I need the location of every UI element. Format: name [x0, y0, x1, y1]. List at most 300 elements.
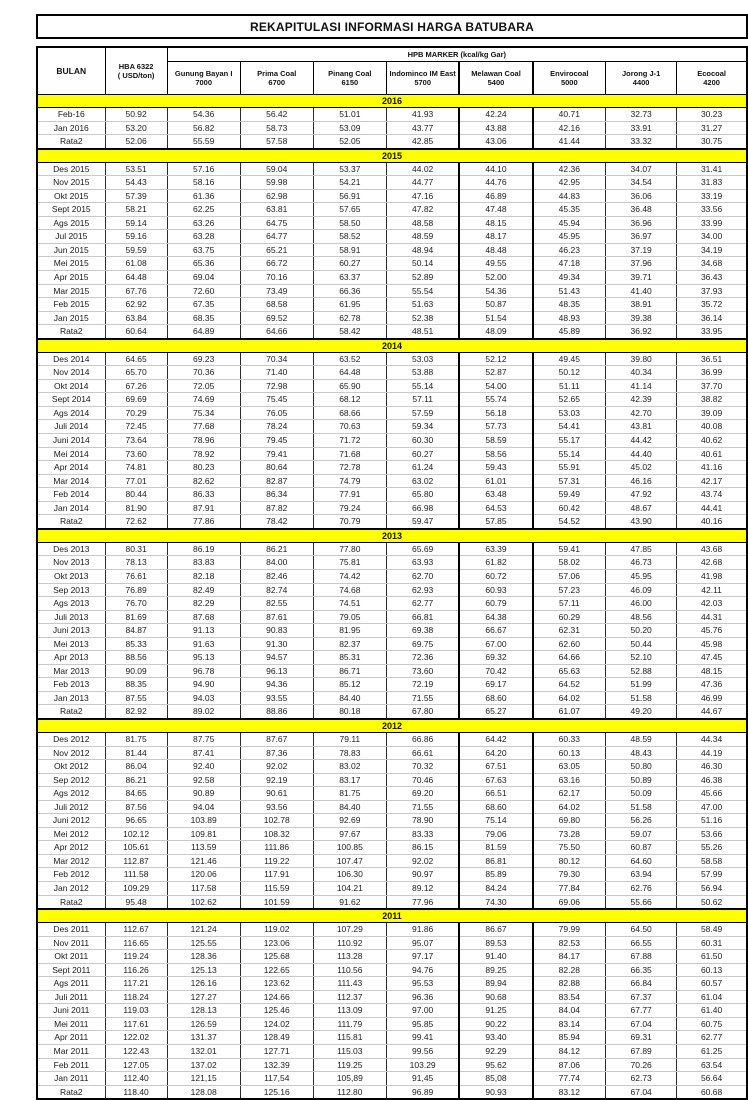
value-cell: 42.24 [459, 108, 532, 122]
value-cell: 91.62 [313, 895, 386, 909]
value-cell: 63.93 [386, 556, 459, 570]
coal-price-report [36, 14, 748, 1100]
value-cell: 112.67 [105, 923, 167, 937]
marker-kcal: 5000 [560, 78, 578, 87]
value-cell: 128.13 [167, 1004, 240, 1018]
value-cell: 49.45 [533, 352, 606, 366]
value-cell: 106.30 [313, 868, 386, 882]
value-cell: 45.89 [533, 325, 606, 339]
value-cell: 49.20 [606, 705, 677, 719]
value-cell: 61.36 [167, 189, 240, 203]
value-cell: 41.44 [533, 135, 606, 149]
value-cell: 70.63 [313, 420, 386, 434]
value-cell: 69.52 [240, 311, 313, 325]
col-header-hba [105, 47, 167, 95]
table-row [37, 1031, 747, 1045]
value-cell: 41.93 [386, 108, 459, 122]
price-table [36, 46, 748, 1100]
month-cell: Mei 2011 [37, 1017, 105, 1031]
value-cell: 64.66 [240, 325, 313, 339]
value-cell: 64.53 [459, 501, 532, 515]
document-title: REKAPITULASI INFORMASI HARGA BATUBARA [36, 14, 748, 39]
value-cell: 76.61 [105, 569, 167, 583]
value-cell: 40.62 [677, 434, 747, 448]
value-cell: 48.15 [459, 216, 532, 230]
value-cell: 42.16 [533, 121, 606, 135]
value-cell: 57.11 [386, 393, 459, 407]
value-cell: 95.13 [167, 651, 240, 665]
month-cell: Rata2 [37, 325, 105, 339]
value-cell: 51.43 [533, 284, 606, 298]
value-cell: 43.06 [459, 135, 532, 149]
value-cell: 58.52 [313, 230, 386, 244]
table-row [37, 311, 747, 325]
month-cell: Feb 2015 [37, 298, 105, 312]
value-cell: 57.58 [240, 135, 313, 149]
value-cell: 89.25 [459, 963, 532, 977]
value-cell: 65.90 [313, 379, 386, 393]
value-cell: 34.68 [677, 257, 747, 271]
value-cell: 123.62 [240, 977, 313, 991]
table-row [37, 990, 747, 1004]
value-cell: 65.21 [240, 243, 313, 257]
value-cell: 64.60 [606, 854, 677, 868]
value-cell: 62.73 [606, 1072, 677, 1086]
month-cell: Sep 2013 [37, 583, 105, 597]
value-cell: 71.72 [313, 434, 386, 448]
value-cell: 36.96 [606, 216, 677, 230]
value-cell: 30.23 [677, 108, 747, 122]
table-row [37, 271, 747, 285]
value-cell: 48.09 [459, 325, 532, 339]
year-band-label: 2015 [37, 149, 747, 163]
value-cell: 64.02 [533, 800, 606, 814]
value-cell: 69.32 [459, 651, 532, 665]
value-cell: 132.01 [167, 1045, 240, 1059]
value-cell: 59.43 [459, 461, 532, 475]
value-cell: 99.41 [386, 1031, 459, 1045]
value-cell: 69.38 [386, 624, 459, 638]
value-cell: 33.32 [606, 135, 677, 149]
value-cell: 44.19 [677, 746, 747, 760]
value-cell: 41.14 [606, 379, 677, 393]
month-cell: Sep 2012 [37, 773, 105, 787]
average-row [37, 515, 747, 529]
value-cell: 75.14 [459, 814, 532, 828]
table-row [37, 760, 747, 774]
value-cell: 61.24 [386, 461, 459, 475]
value-cell: 43.74 [677, 488, 747, 502]
value-cell: 127.05 [105, 1058, 167, 1072]
col-header-ecocoal [677, 62, 747, 95]
value-cell: 79.06 [459, 827, 532, 841]
value-cell: 42.36 [533, 162, 606, 176]
value-cell: 55.66 [606, 895, 677, 909]
value-cell: 96.36 [386, 990, 459, 1004]
month-cell: Mei 2015 [37, 257, 105, 271]
table-row [37, 1045, 747, 1059]
col-header-indominco-im-east [386, 62, 459, 95]
value-cell: 105.61 [105, 841, 167, 855]
value-cell: 92.02 [240, 760, 313, 774]
value-cell: 74.81 [105, 461, 167, 475]
value-cell: 64.42 [459, 732, 532, 746]
value-cell: 102.78 [240, 814, 313, 828]
value-cell: 40.08 [677, 420, 747, 434]
value-cell: 59.14 [105, 216, 167, 230]
value-cell: 47.85 [606, 542, 677, 556]
value-cell: 65.63 [533, 664, 606, 678]
table-row [37, 366, 747, 380]
value-cell: 92.29 [459, 1045, 532, 1059]
value-cell: 67.26 [105, 379, 167, 393]
value-cell: 59.07 [606, 827, 677, 841]
value-cell: 74.69 [167, 393, 240, 407]
value-cell: 45.76 [677, 624, 747, 638]
value-cell: 93.55 [240, 691, 313, 705]
value-cell: 56.64 [677, 1072, 747, 1086]
value-cell: 55.74 [459, 393, 532, 407]
marker-kcal: 5700 [414, 78, 431, 87]
value-cell: 60.72 [459, 569, 532, 583]
value-cell: 70.42 [459, 664, 532, 678]
value-cell: 46.30 [677, 760, 747, 774]
value-cell: 112.87 [105, 854, 167, 868]
year-band-row [37, 909, 747, 923]
value-cell: 92.19 [240, 773, 313, 787]
value-cell: 79.24 [313, 501, 386, 515]
month-cell: Feb 2014 [37, 488, 105, 502]
value-cell: 63.48 [459, 488, 532, 502]
group-header-hpb-marker: HPB MARKER (kcal/kg Gar) [167, 47, 747, 62]
value-cell: 82.37 [313, 637, 386, 651]
value-cell: 45.94 [533, 216, 606, 230]
month-cell: Jun 2015 [37, 243, 105, 257]
value-cell: 36.06 [606, 189, 677, 203]
value-cell: 125.16 [240, 1085, 313, 1099]
value-cell: 54.00 [459, 379, 532, 393]
value-cell: 38.91 [606, 298, 677, 312]
value-cell: 45.95 [533, 230, 606, 244]
value-cell: 49.34 [533, 271, 606, 285]
value-cell: 80.18 [313, 705, 386, 719]
value-cell: 40.71 [533, 108, 606, 122]
table-row [37, 108, 747, 122]
value-cell: 61.08 [105, 257, 167, 271]
value-cell: 108.32 [240, 827, 313, 841]
value-cell: 92.40 [167, 760, 240, 774]
value-cell: 87.68 [167, 610, 240, 624]
value-cell: 86.04 [105, 760, 167, 774]
value-cell: 60.33 [533, 732, 606, 746]
value-cell: 41.98 [677, 569, 747, 583]
value-cell: 33.91 [606, 121, 677, 135]
month-cell: Ags 2012 [37, 787, 105, 801]
month-cell: Mei 2014 [37, 447, 105, 461]
value-cell: 85.31 [313, 651, 386, 665]
value-cell: 59.04 [240, 162, 313, 176]
value-cell: 37.19 [606, 243, 677, 257]
month-cell: Rata2 [37, 515, 105, 529]
value-cell: 57.23 [533, 583, 606, 597]
value-cell: 48.15 [677, 664, 747, 678]
value-cell: 77.84 [533, 881, 606, 895]
value-cell: 87.55 [105, 691, 167, 705]
value-cell: 61.01 [459, 474, 532, 488]
value-cell: 79.30 [533, 868, 606, 882]
marker-name: Jorong J-1 [621, 69, 661, 78]
value-cell: 63.52 [313, 352, 386, 366]
value-cell: 85.94 [533, 1031, 606, 1045]
value-cell: 104.21 [313, 881, 386, 895]
value-cell: 58.59 [459, 434, 532, 448]
value-cell: 53.66 [677, 827, 747, 841]
month-cell: Sept 2011 [37, 963, 105, 977]
value-cell: 60.93 [459, 583, 532, 597]
table-row [37, 881, 747, 895]
table-row [37, 393, 747, 407]
value-cell: 97.67 [313, 827, 386, 841]
month-cell: Des 2014 [37, 352, 105, 366]
value-cell: 58.73 [240, 121, 313, 135]
value-cell: 74.68 [313, 583, 386, 597]
value-cell: 119.25 [313, 1058, 386, 1072]
marker-kcal: 7000 [195, 78, 213, 87]
table-row [37, 556, 747, 570]
value-cell: 67.04 [606, 1085, 677, 1099]
value-cell: 88.56 [105, 651, 167, 665]
month-cell: Nov 2013 [37, 556, 105, 570]
value-cell: 66.35 [606, 963, 677, 977]
value-cell: 35.72 [677, 298, 747, 312]
marker-name: Gunung Bayan I [174, 69, 233, 78]
value-cell: 62.93 [386, 583, 459, 597]
value-cell: 87.61 [240, 610, 313, 624]
value-cell: 91.40 [459, 950, 532, 964]
value-cell: 48.67 [606, 501, 677, 515]
value-cell: 60.13 [677, 963, 747, 977]
value-cell: 51.16 [677, 814, 747, 828]
value-cell: 86.19 [167, 542, 240, 556]
marker-kcal: 5400 [487, 78, 505, 87]
value-cell: 96.65 [105, 814, 167, 828]
value-cell: 55.59 [167, 135, 240, 149]
value-cell: 68.12 [313, 393, 386, 407]
value-cell: 52.89 [386, 271, 459, 285]
value-cell: 51.99 [606, 678, 677, 692]
value-cell: 58.02 [533, 556, 606, 570]
value-cell: 33.56 [677, 203, 747, 217]
value-cell: 99.56 [386, 1045, 459, 1059]
value-cell: 95.62 [459, 1058, 532, 1072]
value-cell: 59.16 [105, 230, 167, 244]
value-cell: 94.04 [167, 800, 240, 814]
value-cell: 52.65 [533, 393, 606, 407]
value-cell: 48.43 [606, 746, 677, 760]
value-cell: 93.40 [459, 1031, 532, 1045]
value-cell: 64.20 [459, 746, 532, 760]
value-cell: 68.60 [459, 800, 532, 814]
month-cell: Nov 2012 [37, 746, 105, 760]
hba-label-line2: ( USD/ton) [117, 71, 155, 80]
value-cell: 57.31 [533, 474, 606, 488]
value-cell: 44.77 [386, 176, 459, 190]
value-cell: 59.49 [533, 488, 606, 502]
value-cell: 90.22 [459, 1017, 532, 1031]
value-cell: 122.02 [105, 1031, 167, 1045]
value-cell: 50.09 [606, 787, 677, 801]
value-cell: 117.21 [105, 977, 167, 991]
value-cell: 56.82 [167, 121, 240, 135]
value-cell: 90.97 [386, 868, 459, 882]
value-cell: 60.87 [606, 841, 677, 855]
month-cell: Juli 2014 [37, 420, 105, 434]
value-cell: 103.29 [386, 1058, 459, 1072]
value-cell: 53.88 [386, 366, 459, 380]
value-cell: 82.62 [167, 474, 240, 488]
value-cell: 66.84 [606, 977, 677, 991]
value-cell: 82.28 [533, 963, 606, 977]
value-cell: 43.81 [606, 420, 677, 434]
year-band-label: 2012 [37, 719, 747, 733]
value-cell: 55.54 [386, 284, 459, 298]
value-cell: 52.10 [606, 651, 677, 665]
value-cell: 74.30 [459, 895, 532, 909]
value-cell: 117.58 [167, 881, 240, 895]
month-cell: Feb 2012 [37, 868, 105, 882]
value-cell: 43.77 [386, 121, 459, 135]
value-cell: 63.75 [167, 243, 240, 257]
value-cell: 118.40 [105, 1085, 167, 1099]
value-cell: 63.54 [677, 1058, 747, 1072]
value-cell: 128.36 [167, 950, 240, 964]
value-cell: 40.34 [606, 366, 677, 380]
value-cell: 102.62 [167, 895, 240, 909]
value-cell: 42.68 [677, 556, 747, 570]
value-cell: 63.81 [240, 203, 313, 217]
table-body [37, 95, 747, 1100]
month-cell: Juni 2011 [37, 1004, 105, 1018]
value-cell: 67.37 [606, 990, 677, 1004]
value-cell: 58.91 [313, 243, 386, 257]
value-cell: 84.12 [533, 1045, 606, 1059]
value-cell: 100.85 [313, 841, 386, 855]
value-cell: 39.38 [606, 311, 677, 325]
value-cell: 60.75 [677, 1017, 747, 1031]
value-cell: 59.41 [533, 542, 606, 556]
value-cell: 54.41 [533, 420, 606, 434]
value-cell: 73.60 [386, 664, 459, 678]
value-cell: 75.45 [240, 393, 313, 407]
value-cell: 91,45 [386, 1072, 459, 1086]
month-cell: Rata2 [37, 895, 105, 909]
value-cell: 84.00 [240, 556, 313, 570]
value-cell: 63.94 [606, 868, 677, 882]
value-cell: 37.70 [677, 379, 747, 393]
value-cell: 36.99 [677, 366, 747, 380]
table-row [37, 597, 747, 611]
month-cell: Jan 2013 [37, 691, 105, 705]
col-header-melawan-coal [459, 62, 532, 95]
value-cell: 40.61 [677, 447, 747, 461]
value-cell: 78.24 [240, 420, 313, 434]
value-cell: 60.68 [677, 1085, 747, 1099]
value-cell: 36.48 [606, 203, 677, 217]
value-cell: 36.92 [606, 325, 677, 339]
value-cell: 69.23 [167, 352, 240, 366]
value-cell: 67.35 [167, 298, 240, 312]
col-header-bulan: BULAN [37, 47, 105, 95]
table-row [37, 814, 747, 828]
value-cell: 92.69 [313, 814, 386, 828]
value-cell: 97.00 [386, 1004, 459, 1018]
value-cell: 61.25 [677, 1045, 747, 1059]
value-cell: 48.58 [386, 216, 459, 230]
value-cell: 76.05 [240, 406, 313, 420]
table-row [37, 936, 747, 950]
value-cell: 55.14 [386, 379, 459, 393]
value-cell: 53.09 [313, 121, 386, 135]
value-cell: 74.51 [313, 597, 386, 611]
value-cell: 84.04 [533, 1004, 606, 1018]
value-cell: 56.91 [313, 189, 386, 203]
value-cell: 57.59 [386, 406, 459, 420]
value-cell: 57.06 [533, 569, 606, 583]
value-cell: 121.24 [167, 923, 240, 937]
month-cell: Okt 2013 [37, 569, 105, 583]
month-cell: Okt 2012 [37, 760, 105, 774]
month-cell: Apr 2012 [37, 841, 105, 855]
marker-name: Ecocoal [697, 69, 726, 78]
value-cell: 45.98 [677, 637, 747, 651]
value-cell: 83.02 [313, 760, 386, 774]
value-cell: 69.04 [167, 271, 240, 285]
value-cell: 55.91 [533, 461, 606, 475]
average-row [37, 705, 747, 719]
value-cell: 119.03 [105, 1004, 167, 1018]
value-cell: 125.55 [167, 936, 240, 950]
value-cell: 70.26 [606, 1058, 677, 1072]
value-cell: 44.40 [606, 447, 677, 461]
value-cell: 126.59 [167, 1017, 240, 1031]
value-cell: 117.91 [240, 868, 313, 882]
value-cell: 50.92 [105, 108, 167, 122]
value-cell: 36.97 [606, 230, 677, 244]
value-cell: 68.58 [240, 298, 313, 312]
table-row [37, 284, 747, 298]
month-cell: Des 2011 [37, 923, 105, 937]
month-cell: Nov 2014 [37, 366, 105, 380]
value-cell: 80.23 [167, 461, 240, 475]
table-row [37, 963, 747, 977]
value-cell: 81.59 [459, 841, 532, 855]
value-cell: 84.65 [105, 787, 167, 801]
value-cell: 34.19 [677, 243, 747, 257]
marker-name: Prima Coal [257, 69, 297, 78]
value-cell: 65.36 [167, 257, 240, 271]
value-cell: 91.30 [240, 637, 313, 651]
value-cell: 64.65 [105, 352, 167, 366]
value-cell: 45.66 [677, 787, 747, 801]
value-cell: 62.78 [313, 311, 386, 325]
value-cell: 95.07 [386, 936, 459, 950]
hba-label-line1: HBA 6322 [118, 61, 154, 71]
marker-kcal: 4200 [703, 78, 720, 87]
value-cell: 36.51 [677, 352, 747, 366]
value-cell: 72.36 [386, 651, 459, 665]
value-cell: 56.26 [606, 814, 677, 828]
value-cell: 86.33 [167, 488, 240, 502]
